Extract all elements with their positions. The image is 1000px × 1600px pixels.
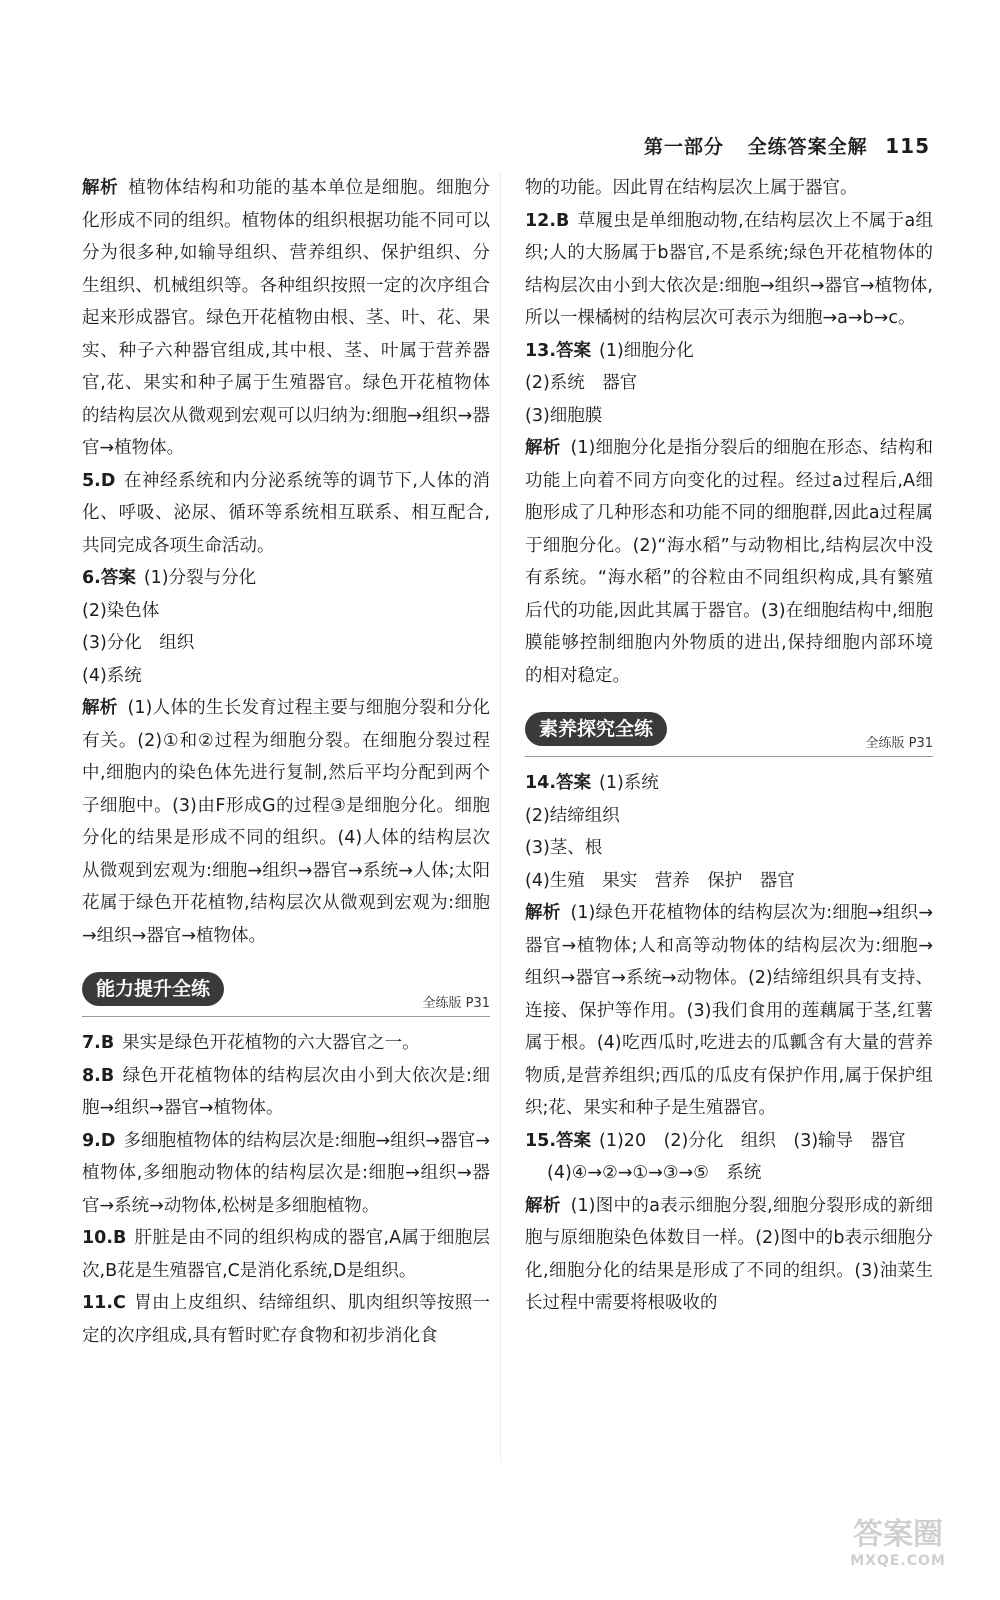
watermark-url: MXQE.COM [850,1553,946,1569]
q14-analysis-text: (1)绿色开花植物体的结构层次为:细胞→组织→器官→植物体;人和高等动物体的结构层次为:细胞→组织→器官→系统→动物体。(2)结缔组织具有支持、连接、保护等作用。(3)我们食用的莲藕属于茎,红薯属于根。(4)吃西瓜时,吃进去的瓜瓤含有大量的营养物质,是营养组织;西瓜的瓜皮有保护作用,属于保护组织;花、果实和种子是生殖器官。 [525,903,933,1118]
q7-text: 果实是绿色开花植物的六大器官之一。 [122,1033,420,1053]
q15-a2: (4)④→②→①→③→⑤ 系统 [547,1163,762,1183]
analysis-label: 解析 [525,903,561,923]
q15-analysis-text: (1)图中的a表示细胞分裂,细胞分裂形成的新细胞与原细胞染色体数目一样。(2)图中的b表示细胞分化,细胞分化的结果是形成了不同的组织。(3)油菜生长过程中需要将根吸收的 [525,1195,934,1313]
q6-a3: (3)分化 组织 [82,633,195,653]
q10-text: 肝脏是由不同的组织构成的器官,A属于细胞层次,B花是生殖器官,C是消化系统,D是组织。 [82,1228,490,1281]
section-banner-ability [82,966,490,1017]
analysis-label: 解析 [525,438,561,458]
header-section: 第一部分 [643,136,724,158]
q12-answer [525,205,933,335]
left-column [82,172,490,1352]
right-column [525,172,933,1320]
watermark-text: 答案圈 [853,1517,943,1552]
q13-a1: (1)细胞分化 [599,340,694,361]
q14-a1: (1)系统 [599,773,659,793]
page-header [644,132,930,159]
q10-answer [82,1222,490,1287]
q14-a4: (4)生殖 果实 营养 保护 器官 [525,870,795,891]
q13-analysis-text: (1)细胞分化是指分裂后的细胞在形态、结构和功能上向着不同方向变化的过程。经过a过程后,A细胞形成了几种形态和功能不同的细胞群,因此a过程属于细胞分化。(2)“海水稻”与动物相比,结构层次中没有系统。“海水稻”的谷粒由不同组织构成,具有繁殖后代的功能,因此其属于器官。(3)在细胞结构中,细胞膜能够控制细胞内外物质的进出,保持细胞内部环境的相对稳定。 [525,438,933,686]
q7-answer [82,1027,490,1060]
q12-text: 草履虫是单细胞动物,在结构层次上不属于a组织;人的大肠属于b器官,不是系统;绿色开花植物体的结构层次由小到大依次是:细胞→组织→器官→植物体,所以一棵橘树的结构层次可表示为细胞→a→b→c。 [525,210,933,328]
watermark-logo [818,1518,978,1580]
page-number: 115 [885,134,930,158]
q15-answer [525,1125,933,1158]
q8-number: 8.B [82,1065,115,1086]
header-title: 全练答案全解 [747,136,868,158]
banner-title: 能力提升全练 [82,972,224,1006]
analysis-label: 解析 [525,1195,561,1216]
q6-answer [82,562,490,595]
q11-continued: 物的功能。因此胃在结构层次上属于器官。 [525,178,858,198]
q14-a3: (3)茎、根 [525,838,603,858]
q5-text: 在神经系统和内分泌系统等的调节下,人体的消化、呼吸、泌尿、循环等系统相互联系、相互配合,共同完成各项生命活动。 [82,470,490,556]
q6-a2: (2)染色体 [82,600,160,621]
q9-answer [82,1125,490,1223]
q6-analysis-text: (1)人体的生长发育过程主要与细胞分裂和分化有关。(2)①和②过程为细胞分裂。在细胞分裂过程中,细胞内的染色体先进行复制,然后平均分配到两个子细胞中。(3)由F形成G的过程③是细胞分化。细胞分化的结果是形成不同的组织。(4)人体的结构层次从微观到宏观为:细胞→组织→器官→系统→人体;太阳花属于绿色开花植物,结构层次从微观到宏观为:细胞→组织→器官→植物体。 [82,698,490,946]
q4-analysis-text: 植物体结构和功能的基本单位是细胞。细胞分化形成不同的组织。植物体的组织根据功能不同可以分为很多种,如输导组织、营养组织、保护组织、分生组织、机械组织等。各种组织按照一定的次序组合起来形成器官。绿色开花植物由根、茎、叶、花、果实、种子六种器官组成,其中根、茎、叶属于营养器官,花、果实和种子属于生殖器官。绿色开花植物体的结构层次从微观到宏观可以归纳为:细胞→组织→器官→植物体。 [82,178,491,458]
q15-a1: (1)20 (2)分化 组织 (3)输导 器官 [599,1130,906,1151]
analysis-label: 解析 [82,698,118,718]
q12-number: 12.B [525,210,570,231]
q11-number: 11.C [82,1293,126,1313]
q8-answer [82,1060,490,1125]
q8-text: 绿色开花植物体的结构层次由小到大依次是:细胞→组织→器官→植物体。 [82,1065,490,1118]
q6-a1: (1)分裂与分化 [143,568,257,588]
banner-title: 素养探究全练 [525,712,667,746]
q11-answer [82,1287,490,1352]
q6-number: 6.答案 [82,568,136,588]
q15-number: 15.答案 [525,1130,592,1151]
q13-a3: (3)细胞膜 [525,405,603,426]
q13-number: 13.答案 [525,340,592,361]
q14-answer [525,767,933,800]
q14-a2: (2)结缔组织 [525,805,620,826]
section-banner-literacy [525,706,933,757]
q15-analysis [525,1190,933,1320]
q14-analysis [525,897,933,1125]
q13-a2: (2)系统 器官 [525,373,638,393]
q10-number: 10.B [82,1228,127,1248]
q14-number: 14.答案 [525,773,592,793]
q6-a4: (4)系统 [82,665,142,686]
q9-text: 多细胞植物体的结构层次是:细胞→组织→器官→植物体,多细胞动物体的结构层次是:细胞→组织→器官→系统→动物体,松树是多细胞植物。 [82,1130,490,1216]
q11-text: 胃由上皮组织、结缔组织、肌肉组织等按照一定的次序组成,具有暂时贮存食物和初步消化食 [82,1293,490,1346]
banner-ref: 全练版 P31 [865,736,933,751]
q13-answer [525,335,933,368]
q9-number: 9.D [82,1130,116,1151]
q5-number: 5.D [82,470,116,491]
q7-number: 7.B [82,1033,115,1053]
banner-ref: 全练版 P31 [422,996,490,1011]
q5-answer [82,465,490,563]
q6-analysis [82,692,490,952]
column-divider [500,172,501,1462]
q13-analysis [525,432,933,692]
q4-analysis [82,172,490,465]
analysis-label: 解析 [82,178,119,198]
